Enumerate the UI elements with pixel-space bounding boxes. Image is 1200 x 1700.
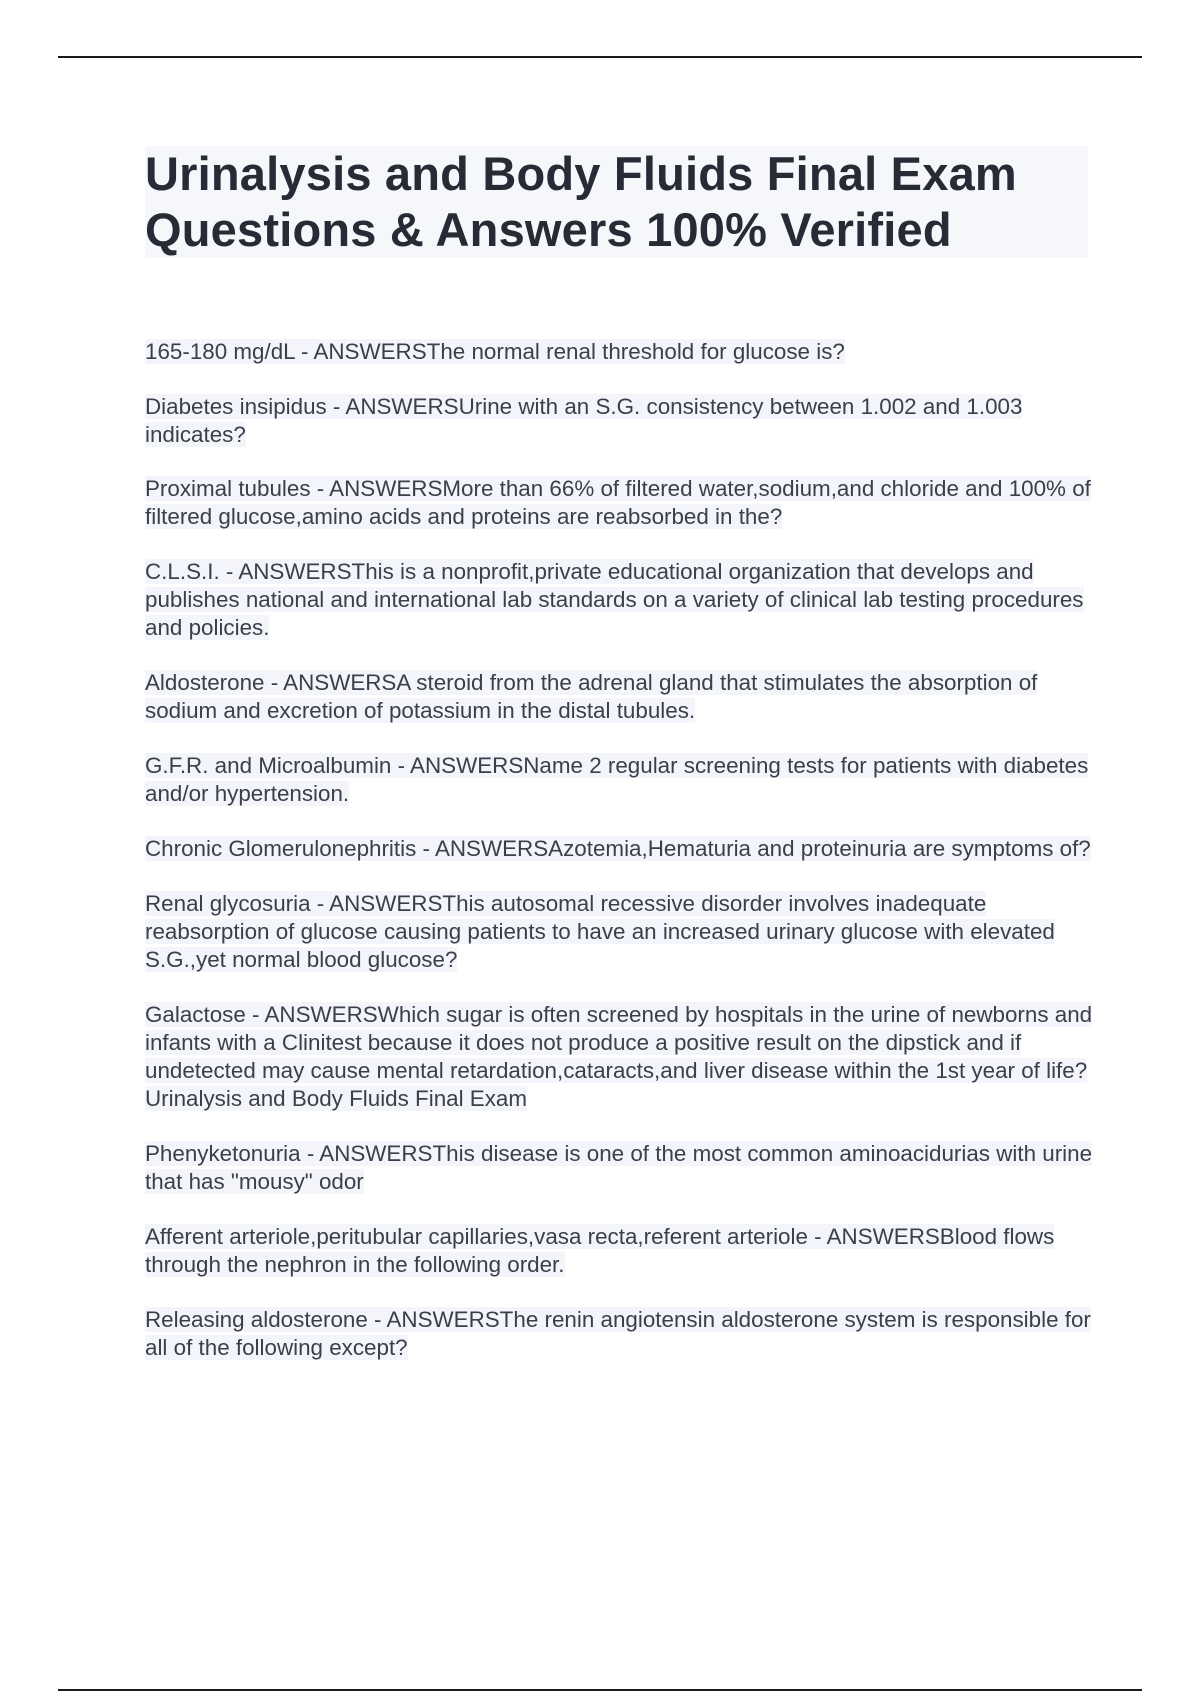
qa-item	[145, 393, 1095, 449]
qa-text: G.F.R. and Microalbumin - ANSWERSName 2 regular screening tests for patients with diabetes and/or hypertension.	[145, 753, 1089, 806]
qa-text: Afferent arteriole,peritubular capillaries,vasa recta,referent arteriole - ANSWERSBlood flows through the nephron in the following order.	[145, 1224, 1055, 1277]
page-title: Urinalysis and Body Fluids Final Exam Questions & Answers 100% Verified	[145, 147, 1017, 256]
qa-item	[145, 1001, 1095, 1113]
qa-item	[145, 338, 1095, 366]
qa-text: Proximal tubules - ANSWERSMore than 66% of filtered water,sodium,and chloride and 100% of filtered glucose,amino acids and proteins are reabsorbed in the?	[145, 476, 1091, 529]
qa-item	[145, 1140, 1095, 1196]
qa-item	[145, 669, 1095, 725]
qa-item	[145, 1306, 1095, 1362]
bottom-rule	[58, 1689, 1142, 1691]
qa-item	[145, 475, 1095, 531]
qa-item	[145, 890, 1095, 974]
title-block	[145, 146, 1088, 258]
qa-text: C.L.S.I. - ANSWERSThis is a nonprofit,private educational organization that develops and publishes national and international lab standards on a variety of clinical lab testing procedures and policies.	[145, 559, 1084, 640]
qa-text: Releasing aldosterone - ANSWERSThe renin angiotensin aldosterone system is responsible for all of the following except?	[145, 1307, 1091, 1360]
qa-item	[145, 1223, 1095, 1279]
qa-text: Phenyketonuria - ANSWERSThis disease is one of the most common aminoacidurias with urine that has "mousy" odor	[145, 1141, 1093, 1194]
qa-text: 165-180 mg/dL - ANSWERSThe normal renal threshold for glucose is?	[145, 339, 845, 364]
qa-text: Diabetes insipidus - ANSWERSUrine with an S.G. consistency between 1.002 and 1.003 indicates?	[145, 394, 1023, 447]
qa-item	[145, 835, 1095, 863]
top-rule	[58, 56, 1142, 58]
qa-text: Renal glycosuria - ANSWERSThis autosomal recessive disorder involves inadequate reabsorption of glucose causing patients to have an increased urinary glucose with elevated S.G.,yet normal blood glucose?	[145, 891, 1055, 972]
qa-text: Chronic Glomerulonephritis - ANSWERSAzotemia,Hematuria and proteinuria are symptoms of?	[145, 836, 1091, 861]
qa-list	[145, 338, 1095, 1362]
qa-item	[145, 752, 1095, 808]
qa-item	[145, 558, 1095, 642]
qa-text: Aldosterone - ANSWERSA steroid from the adrenal gland that stimulates the absorption of sodium and excretion of potassium in the distal tubules.	[145, 670, 1038, 723]
qa-text: Galactose - ANSWERSWhich sugar is often screened by hospitals in the urine of newborns and infants with a Clinitest because it does not produce a positive result on the dipstick and if undetected may cause mental retardation,cataracts,and liver disease within the 1st year of life?Urinalysis and Body Fluids Final Exam	[145, 1002, 1093, 1111]
